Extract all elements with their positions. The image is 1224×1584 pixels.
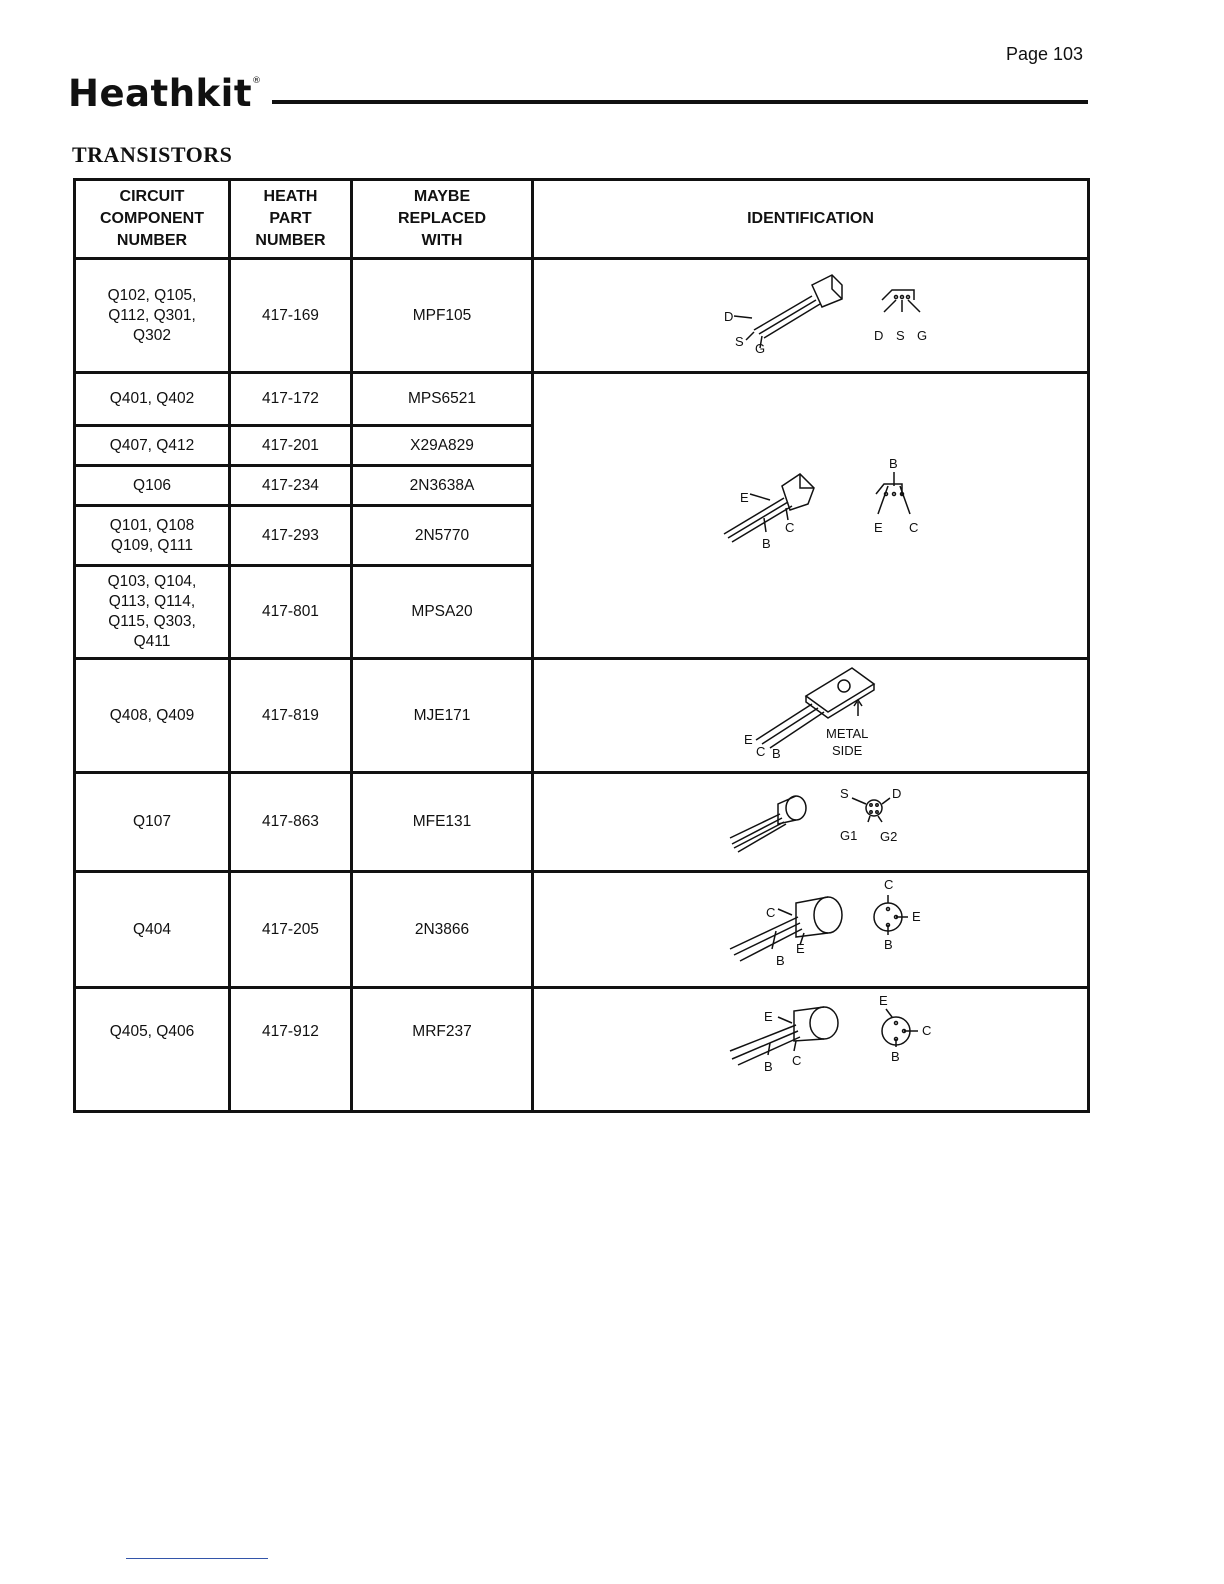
header-identification: IDENTIFICATION [747, 210, 874, 227]
lead-label: B [776, 953, 785, 968]
lead-label: E [744, 732, 753, 747]
pin-label: S [840, 786, 849, 801]
pin-label: G2 [880, 829, 898, 844]
pin-label: E [874, 520, 883, 535]
brand-name: Heathkit [68, 72, 253, 115]
pin-label: G [917, 328, 928, 343]
pin-label: C [884, 877, 894, 892]
cell-replacement: 2N3638A [409, 476, 475, 494]
cell-replacement: MPS6521 [407, 390, 477, 407]
pin-label: D [892, 786, 902, 801]
lead-label: E [764, 1009, 773, 1024]
footer-line [126, 1558, 268, 1559]
pin-label: E [912, 909, 921, 924]
cell-component: Q405, Q406 [109, 1023, 195, 1040]
pin-label: B [891, 1049, 900, 1064]
cell-part: 417-863 [262, 813, 319, 830]
pin-label: G1 [840, 828, 858, 843]
lead-label: E [796, 941, 805, 956]
metal-label: METAL [826, 726, 869, 741]
lead-label: E [740, 490, 749, 505]
to126-diagram [534, 660, 1087, 771]
lead-label: D [724, 309, 734, 324]
cell-component: Q401, Q402 [109, 390, 195, 407]
cell-component: Q408, Q409 [109, 706, 195, 724]
cell-replacement: 2N5770 [414, 526, 470, 544]
lead-label: C [756, 744, 766, 759]
cell-replacement: MJE171 [413, 706, 471, 724]
cell-component: Q103, Q104, Q113, Q114, Q115, Q303, Q411 [107, 573, 197, 650]
cell-part: 417-912 [262, 1023, 319, 1040]
registered-mark: ® [252, 76, 262, 86]
cell-replacement: MRF237 [412, 1023, 472, 1040]
cell-part: 417-801 [262, 603, 319, 620]
cell-part: 417-819 [262, 706, 319, 724]
dual-gate-fet-diagram [534, 774, 1087, 870]
cell-replacement: X29A829 [410, 436, 474, 454]
header-component: CIRCUIT COMPONENT NUMBER [100, 188, 204, 249]
lead-label: G [755, 341, 766, 356]
header-replacement: MAYBE REPLACED WITH [397, 188, 486, 249]
lead-label: C [785, 520, 795, 535]
cell-part: 417-201 [262, 436, 319, 454]
pin-label: C [909, 520, 919, 535]
header-rule [272, 100, 1088, 104]
cell-component: Q102, Q105, Q112, Q301, Q302 [107, 286, 197, 344]
pin-label: B [884, 937, 893, 952]
lead-label: S [735, 334, 744, 349]
cell-replacement: 2N3866 [414, 920, 470, 938]
cell-component: Q407, Q412 [109, 436, 195, 454]
transistor-table [73, 178, 1090, 1113]
cell-component: Q107 [133, 813, 171, 830]
cell-part: 417-205 [262, 920, 319, 938]
page-number: Page 103 [1006, 44, 1084, 64]
cell-part: 417-234 [262, 476, 319, 494]
fet-to92-diagram [534, 260, 1087, 371]
cell-part: 417-169 [262, 306, 319, 324]
cell-replacement: MFE131 [412, 813, 472, 830]
cell-part: 417-172 [262, 390, 319, 407]
pin-label: B [889, 456, 898, 471]
lead-label: C [792, 1053, 802, 1068]
lead-label: C [766, 905, 776, 920]
cell-part: 417-293 [262, 526, 319, 544]
lead-label: B [764, 1059, 773, 1074]
pin-label: D [874, 328, 884, 343]
to39-b-diagram [534, 989, 1087, 1075]
to39-a-diagram [534, 873, 1087, 986]
lead-label: B [772, 746, 781, 761]
cell-replacement: MPSA20 [411, 603, 473, 620]
cell-component: Q101, Q108 Q109, Q111 [109, 516, 195, 554]
cell-component: Q404 [133, 920, 171, 938]
cell-replacement: MPF105 [412, 306, 472, 324]
pin-label: S [896, 328, 905, 343]
side-label: SIDE [832, 743, 863, 758]
pin-label: E [879, 993, 888, 1008]
cell-component: Q106 [133, 476, 171, 494]
pin-label: C [922, 1023, 932, 1038]
brand-logo [68, 72, 262, 115]
section-title: TRANSISTORS [72, 142, 233, 167]
lead-label: B [762, 536, 771, 551]
bjt-to92-diagram [534, 374, 1087, 657]
header-part: HEATH PART NUMBER [255, 188, 326, 249]
